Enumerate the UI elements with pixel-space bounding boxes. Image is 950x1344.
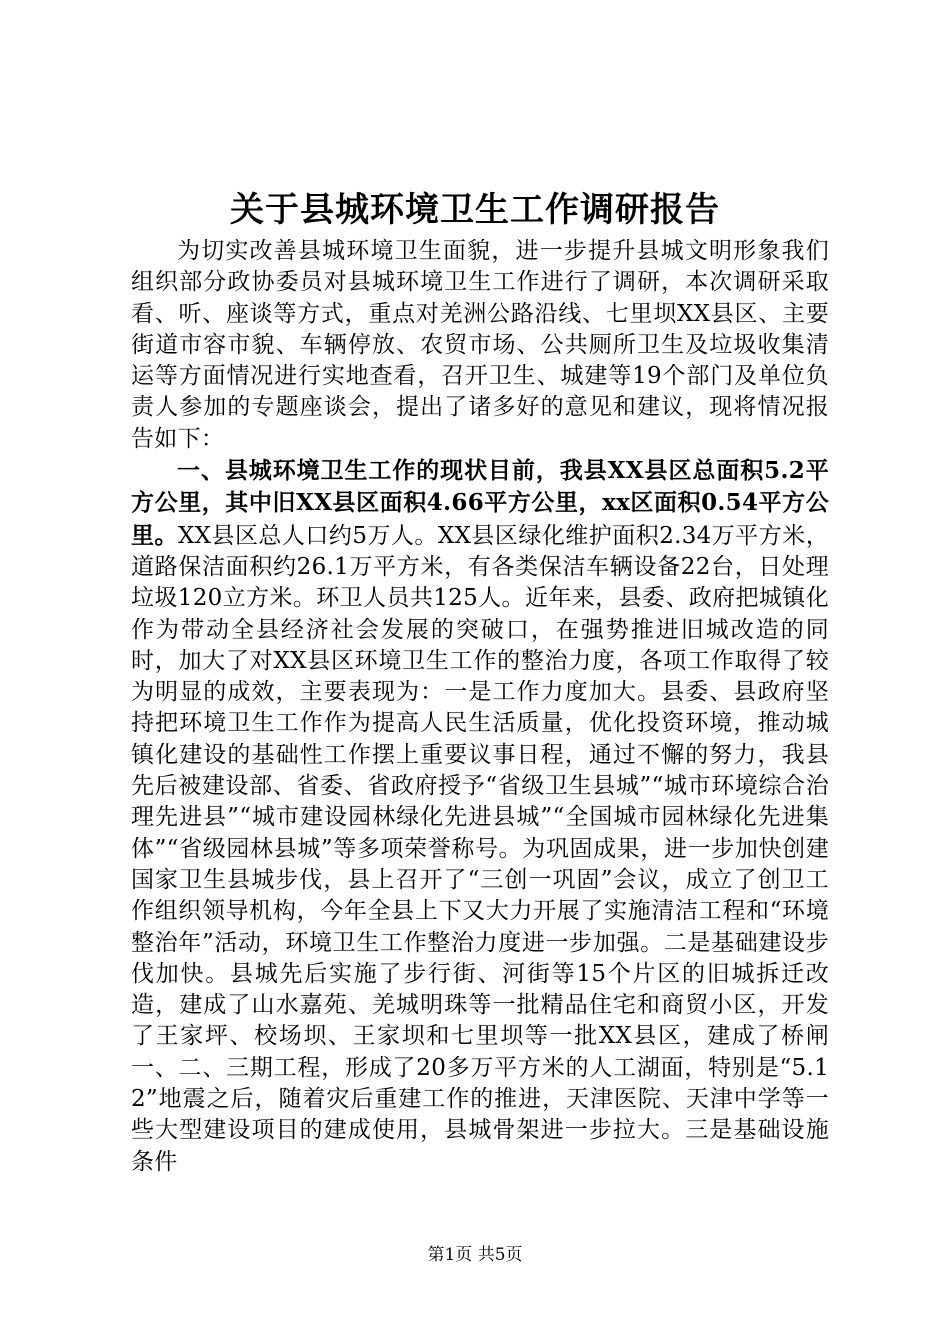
paragraph-status	[131, 455, 829, 1178]
section-heading-status: 一、县城环境卫生工作的现状目前，我县XX县区总面积5.2平方公里，其中旧XX县区面积4.66平方公里，xx区面积0.54平方公里。	[131, 457, 829, 549]
paragraph-intro-text: 为切实改善县城环境卫生面貌，进一步提升县城文明形象我们组织部分政协委员对县城环境卫生工作进行了调研，本次调研采取看、听、座谈等方式，重点对羌洲公路沿线、七里坝XX县区、主要街道市容市貌、车辆停放、农贸市场、公共厕所卫生及垃圾收集清运等方面情况进行实地查看，召开卫生、城建等19个部门及单位负责人参加的专题座谈会，提出了诸多好的意见和建议，现将情况报告如下：	[131, 238, 829, 452]
document-body	[131, 236, 829, 1178]
paragraph-intro	[131, 236, 829, 455]
paragraph-status-text: XX县区总人口约5万人。XX县区绿化维护面积2.34万平方米，道路保洁面积约26.1万平方米，有各类保洁车辆设备22台，日处理垃圾120立方米。环卫人员共125人。近年来，县委、政府把城镇化作为带动全县经济社会发展的突破口，在强势推进旧城改造的同时，加大了对XX县区环境卫生工作的整治力度，各项工作取得了较为明显的成效，主要表现为：一是工作力度加大。县委、县政府坚持把环境卫生工作作为提高人民生活质量，优化投资环境，推动城镇化建设的基础性工作摆上重要议事日程，通过不懈的努力，我县先后被建设部、省委、省政府授予“省级卫生县城”“城市环境综合治理先进县”“城市建设园林绿化先进县城”“全国城市园林绿化先进集体”“省级园林县城”等多项荣誉称号。为巩固成果，进一步加快创建国家卫生县城步伐，县上召开了“三创一巩固”会议，成立了创卫工作组织领导机构，今年全县上下又大力开展了实施清洁工程和“环境整治年”活动，环境卫生工作整治力度进一步加强。二是基础建设步伐加快。县城先后实施了步行街、河街等15个片区的旧城拆迁改造，建成了山水嘉苑、羌城明珠等一批精品住宅和商贸小区，开发了王家坪、校场坝、王家坝和七里坝等一批XX县区，建成了桥闸一、二、三期工程，形成了20多万平方米的人工湖面，特别是“5.12”地震之后，随着灾后重建工作的推进，天津医院、天津中学等一些大型建设项目的建成使用，县城骨架进一步拉大。三是基础设施条件	[131, 522, 829, 1175]
page-footer: 第1页 共5页	[427, 1245, 523, 1265]
document-title: 关于县城环境卫生工作调研报告	[230, 190, 720, 230]
